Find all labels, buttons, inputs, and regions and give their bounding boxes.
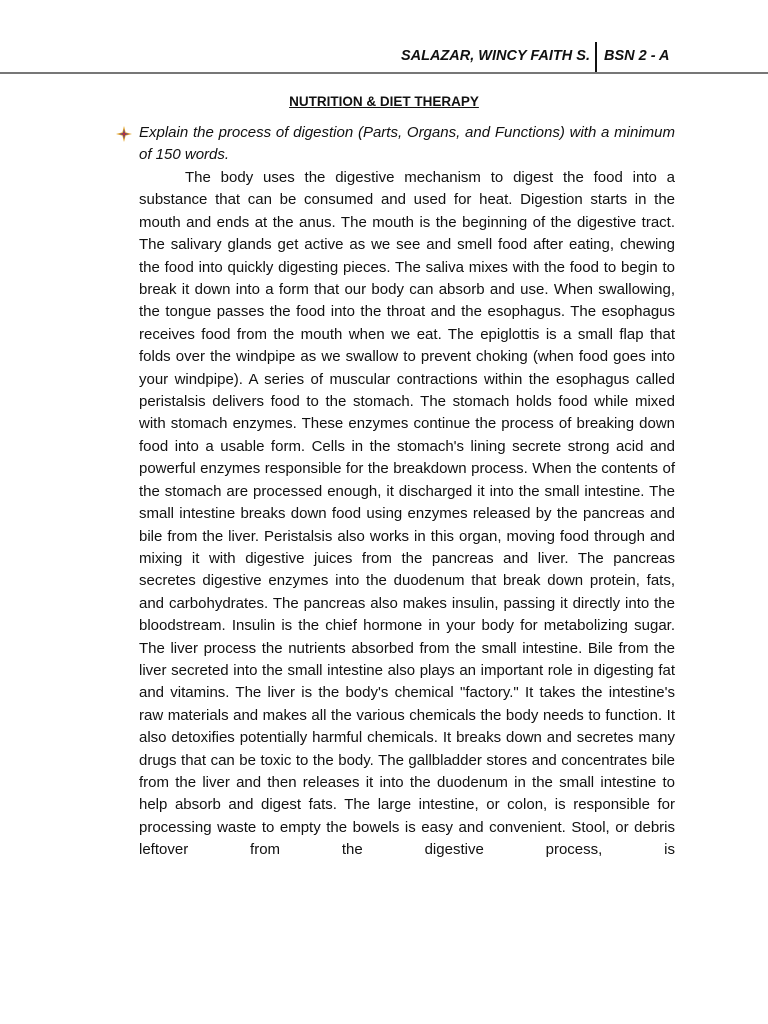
essay-paragraph: The body uses the digestive mechanism to digest the food into a substance that can be consumed and used for heat. Digestion starts in the mouth and ends at the anus. The mouth is the beginning of the digestive tract. The salivary glands get active as we see and smell food after eating, chewing the food into quickly digesting pieces. The saliva mixes with the food to begin to break it down into a form that our body can absorb and use. When swallowing, the tongue passes the food into the throat and the esophagus. The esophagus receives food from the mouth when we eat. The epiglottis is a small flap that folds over the windpipe as we swallow to prevent choking (when food goes into your windpipe). A series of muscular contractions within the esophagus called peristalsis delivers food to the stomach. The stomach holds food while mixed with stomach enzymes. These enzymes continue the process of breaking down food into a usable form. Cells in the stomach's lining secrete strong acid and powerful enzymes responsible for the breakdown process. When the contents of the stomach are processed enough, it discharged it into the small intestine. The small intestine breaks down food using enzymes released by the pancreas and bile from the liver. Peristalsis also works in this organ, moving food through and mixing it with digestive juices from the pancreas and liver. The pancreas secretes digestive enzymes into the duodenum that break down protein, fats, and carbohydrates. The pancreas also makes insulin, passing it directly into the bloodstream. Insulin is the chief hormone in your body for metabolizing sugar. The liver process the nutrients absorbed from the small intestine. Bile from the liver secreted into the small intestine also plays an important role in digesting fat and vitamins. The liver is the body's chemical "factory." It takes the intestine's raw materials and makes all the various chemicals the body needs to function. It also detoxifies potentially harmful chemicals. It breaks down and secretes many drugs that can be toxic to the body. The gallbladder stores and concentrates bile from the liver and then releases it into the duodenum in the small intestine to help absorb and digest fats. The large intestine, or colon, is responsible for processing waste to empty the bowels is easy and convenient. Stool, or debris leftover from the digestive process, is bbox=[139, 169, 675, 859]
page-header bbox=[0, 42, 768, 76]
header-divider bbox=[595, 42, 597, 74]
compass-star-bullet-icon bbox=[116, 126, 132, 142]
header-rule bbox=[0, 72, 768, 74]
class-section: BSN 2 - A bbox=[604, 48, 670, 64]
student-name: SALAZAR, WINCY FAITH S. bbox=[400, 48, 590, 64]
document-title: NUTRITION & DIET THERAPY bbox=[289, 94, 479, 109]
assignment-question: Explain the process of digestion (Parts, Organs, and Functions) with a minimum of 150 words. bbox=[139, 124, 675, 164]
